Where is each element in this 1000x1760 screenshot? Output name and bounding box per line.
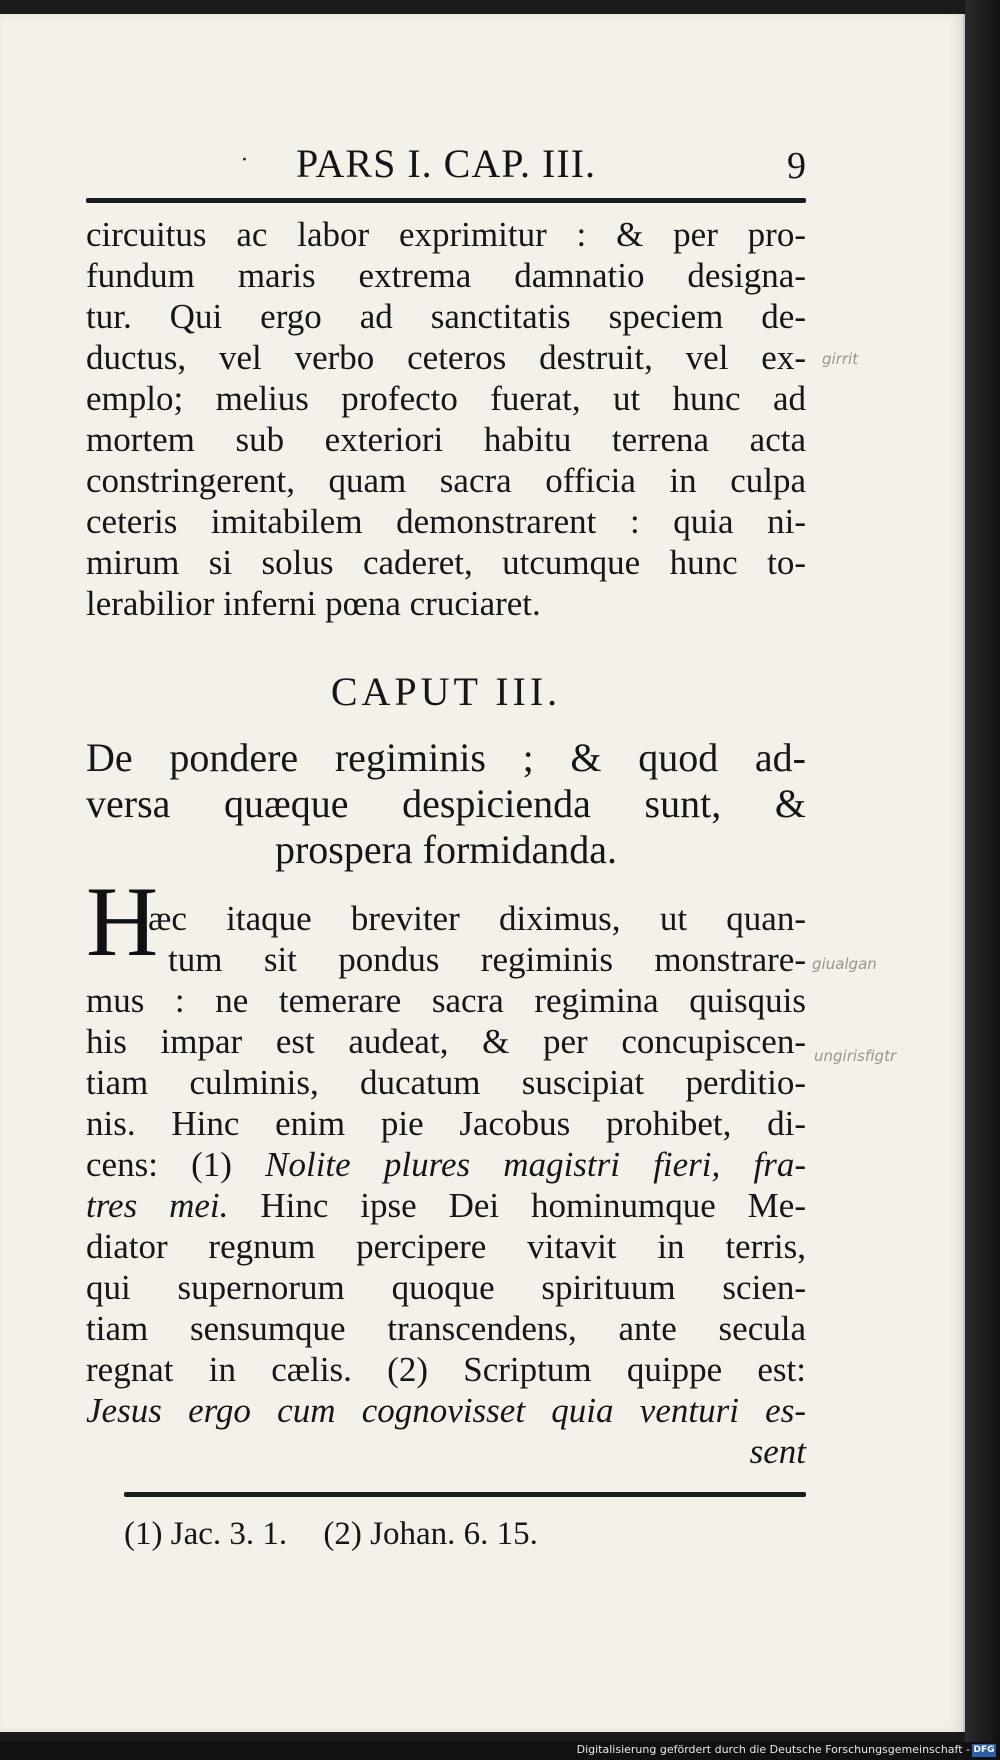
- text-top: [86, 214, 806, 624]
- text-line: regnat in cælis. (2) Scriptum quippe est:: [86, 1350, 806, 1389]
- catchword: sent: [749, 1432, 806, 1471]
- text-line: ceteris imitabilem demonstrarent : quia ni-: [86, 502, 806, 541]
- header-dot: ·: [241, 148, 248, 173]
- page-number: 9: [787, 145, 806, 187]
- text-line: qui supernorum quoque spirituum scien-: [86, 1268, 806, 1307]
- page-header: [86, 140, 806, 190]
- footnote-1: (1) Jac. 3. 1.: [124, 1516, 288, 1552]
- text-line: tiam culminis, ducatum suscipiat perditio-: [86, 1063, 806, 1102]
- text-line: tiam sensumque transcendens, ante secula: [86, 1309, 806, 1348]
- running-title: PARS I. CAP. III.: [295, 141, 597, 186]
- footer-credit: Digitalisierung gefördert durch die Deutsche Forschungsgemeinschaft -: [576, 1743, 970, 1756]
- text-line: nis. Hinc enim pie Jacobus prohibet, di-: [86, 1104, 806, 1143]
- text-line: constringerent, quam sacra officia in culpa: [86, 461, 806, 500]
- text-fragment: Hinc ipse Dei hominumque Me-: [228, 1186, 806, 1225]
- text-fragment: cens: (1): [86, 1145, 266, 1184]
- text-line: ductus, vel verbo ceteros destruit, vel ex-: [86, 338, 806, 377]
- text-line: emplo; melius profecto fuerat, ut hunc ad: [86, 379, 806, 418]
- footnote-rule: [124, 1492, 806, 1497]
- quotation-italic: Nolite plures magistri fieri, fra-: [265, 1145, 806, 1184]
- footnotes: [124, 1516, 566, 1553]
- text-line: his impar est audeat, & per concupiscen-: [86, 1022, 806, 1061]
- text-line: æc itaque breviter diximus, ut quan-: [148, 899, 806, 938]
- text-line: tum sit pondus regiminis monstrare-: [168, 940, 806, 979]
- chapter-title-line: prospera formidanda.: [274, 827, 618, 872]
- quotation-italic: tres mei.: [86, 1186, 229, 1225]
- drop-capital: H: [86, 866, 159, 977]
- chapter-heading: CAPUT III.: [330, 669, 562, 714]
- dfg-logo: DFG: [973, 1745, 995, 1755]
- chapter-title: [86, 735, 806, 873]
- text-line: lerabilior inferni pœna cruciaret.: [86, 584, 541, 623]
- margin-note: ungirisfigtr: [814, 1047, 897, 1065]
- italic-line: Jesus ergo cum cognovisset quia venturi es-: [86, 1391, 806, 1430]
- body-indented: [148, 898, 806, 980]
- text-line: fundum maris extrema damnatio designa-: [86, 256, 806, 295]
- footnote-2: (2) Johan. 6. 15.: [323, 1516, 538, 1552]
- chapter-title-line: versa quæque despicienda sunt, &: [86, 781, 806, 826]
- text-line: diator regnum percipere vitavit in terris,: [86, 1227, 806, 1266]
- text-line: circuitus ac labor exprimitur : & per pro-: [86, 215, 806, 254]
- chapter-title-line: De pondere regiminis ; & quod ad-: [86, 735, 806, 780]
- text-line: mus : ne temerare sacra regimina quisquis: [86, 981, 806, 1020]
- text-line: mirum si solus caderet, utcumque hunc to-: [86, 543, 806, 582]
- scan-edge: [965, 0, 1000, 1760]
- margin-note: girrit: [822, 350, 859, 368]
- text-line: tur. Qui ergo ad sanctitatis speciem de-: [86, 297, 806, 336]
- margin-note: giualgan: [812, 955, 877, 973]
- text-line: [86, 1144, 806, 1185]
- header-rule: [86, 198, 806, 203]
- text-line: mortem sub exteriori habitu terrena acta: [86, 420, 806, 459]
- body-text: [86, 980, 806, 1472]
- text-line: [86, 1185, 806, 1226]
